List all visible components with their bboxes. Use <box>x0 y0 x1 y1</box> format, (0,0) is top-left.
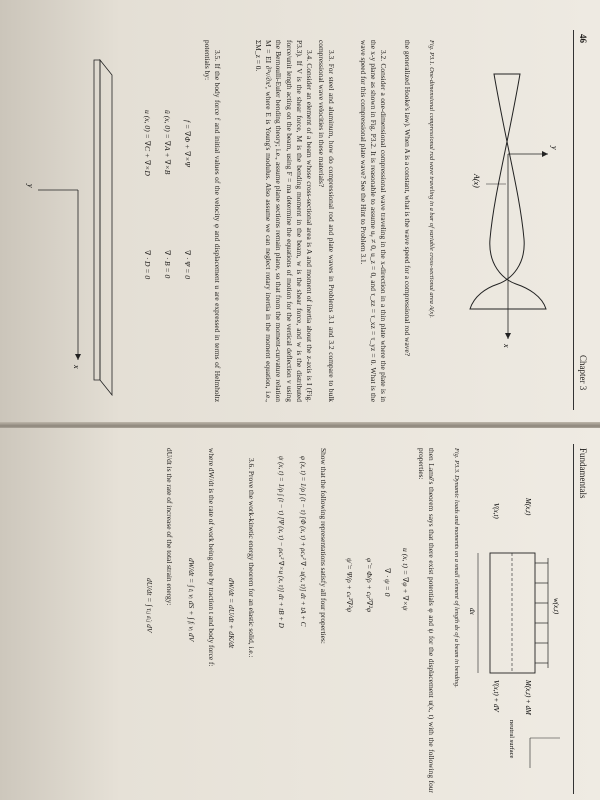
dudt-text: dU/dt is the rate of increase of the total strain energy: <box>165 448 174 606</box>
right-page <box>0 428 600 800</box>
y-arrow-icon <box>542 151 548 157</box>
work-rate-eq: dW/dt = ∫ tᵢ vᵢ dS + ∫ fᵢ vᵢ dV <box>187 558 196 642</box>
x-arrow-icon <box>505 333 511 339</box>
moment-left-label: M(x,t) <box>524 498 532 516</box>
work-energy-eq: dW/dt = dU/dt + dK/dt <box>227 578 236 649</box>
header-rule <box>573 30 574 410</box>
where-text: where dW/dt is the rate of work being done by traction t and body force f: <box>207 448 216 667</box>
plate-y-label: y <box>26 184 35 188</box>
show-text: Show that the following representations satisfy all four properties: <box>319 448 328 644</box>
helmholtz-eq-1: f = ∇Φ + ∇×Ψ <box>183 120 192 167</box>
distributed-load-arrows <box>535 558 548 668</box>
lame-eq-4: ψ̈ = Ψ/ρ + cₛ²∇²ψ <box>345 558 354 613</box>
lame-eq-1: u (x, t) = ∇φ + ∇×ψ <box>401 548 410 611</box>
problem-3-4: 3.4. Consider an element of a beam whose cross-sectional area is A and moment of inertia about the z-axis is I (Fig. P3.3). If V is the shear force, M is the bending moment in the beam, w is the shear force, and w is the distributed force/unit length acting on the beam, using F = ma determine the equations of motion for the vertical deflection v using the Bernoulli-Euler bending theory; i.e., assume plane sections remain plane, so that from the moment-curvature relation M = EI ∂²v/∂x², where E is Young's modulus. Also assume we can neglect rotary inertia in the moment equation, i.e., ΣM_z = 0. <box>253 40 314 402</box>
dx-label: dx <box>468 608 476 615</box>
helmholtz-eq-2-constraint: ∇ · B = 0 <box>163 250 172 279</box>
figure-p3-3-caption: Fig. P3.3. Dynamic loads and moments on a small element of length dx of a beam in bending. <box>453 448 460 688</box>
shear-right-label: V(x,t) + dV <box>492 680 500 712</box>
beam-element <box>490 553 535 673</box>
moment-right-label: M(x,t) + dM <box>524 680 532 715</box>
right-header-rule <box>573 444 574 794</box>
running-head: Fundamentals <box>578 448 588 499</box>
strain-energy-eq: dU/dt = ∫ τᵢⱼ ε̇ᵢⱼ dV <box>145 578 154 633</box>
figure-p3-1-rod <box>425 34 570 404</box>
problem-3-3: 3.3. For steel and aluminum, how do compressional rod and plate waves in Problems 3.1 and 3.2 compare to bulk compressional wave velocities in these materials? <box>316 40 336 402</box>
plate-top-face <box>100 60 112 395</box>
helmholtz-eq-2: û (x, 0) = ∇A + ∇×B <box>163 110 172 175</box>
plate-x-arrow-icon <box>75 354 81 360</box>
problem-3-6: 3.6. Prove the work-kinetic energy theorem for an elastic solid, i.e.: <box>247 458 256 658</box>
y-axis-label: y <box>550 146 559 150</box>
shear-left-label: V(x,t) <box>492 503 500 519</box>
plate-front-face <box>94 60 100 380</box>
neutral-surface-label: neutral surface <box>508 720 515 759</box>
area-label: A(x) <box>472 174 481 188</box>
figure-p3-2-plate <box>10 40 130 400</box>
lame-theorem-text: then Lamé's theorem says that there exist potentials φ and ψ for the displacement u(x, t) with the following four properties: <box>416 448 436 793</box>
problem-3-5: 3.5. If the body force f and initial values of the velocity φ and displacement u are expressed in terms of Helmholtz potentials by: <box>202 40 222 402</box>
helmholtz-eq-3: u (x, 0) = ∇C + ∇×D <box>143 110 152 176</box>
representation-psi: ψ (x, t) = 1/ρ ∫ (t − τ) [Ψ (x, τ) − ρcₛ² ∇×u (x, τ)] dτ + tB + D <box>277 456 285 628</box>
load-label: w(x,t) <box>552 598 560 615</box>
figure-p3-3-beam-element <box>460 458 570 788</box>
x-axis-label: x <box>502 344 511 348</box>
chapter-heading: Chapter 3 <box>578 355 588 391</box>
helmholtz-eq-3-constraint: ∇ · D = 0 <box>143 250 152 280</box>
paragraph-generalized-hooke: the generalized Hooke's law). When A is a constant, what is the wave speed for a compressional rod wave? <box>403 40 412 357</box>
page-number: 46 <box>578 34 588 43</box>
lame-eq-3: φ̈ = Φ/ρ + cₚ²∇²φ <box>365 558 374 613</box>
problem-3-2: 3.2. Consider a one-dimensional compressional wave traveling in the x-direction in a thin plate where the plate is in the x-y plane as shown in Fig. P3.2. It is reasonable to assume uᵧ ≠ 0, u_z = 0, and τ_zz = τ_xz = τ_yz = 0. What is the wave speed for this compressional plate wave? See the Hint to Problem 3.1. <box>358 40 388 402</box>
representation-phi: φ (x, t) = 1/ρ ∫ (t − τ) [Φ (x, τ) + ρcₚ² ∇ · u(x, τ)] dτ + tA + C <box>299 456 307 627</box>
figure-p3-1-caption: Fig. P3.1. One-dimensional compressional rod wave traveling in a bar of variable cross-sectional area A(x). <box>428 40 435 318</box>
lame-eq-2: ∇ · ψ = 0 <box>383 568 392 597</box>
helmholtz-eq-1-constraint: ∇ · Ψ = 0 <box>183 250 192 280</box>
plate-x-label: x <box>72 365 81 369</box>
